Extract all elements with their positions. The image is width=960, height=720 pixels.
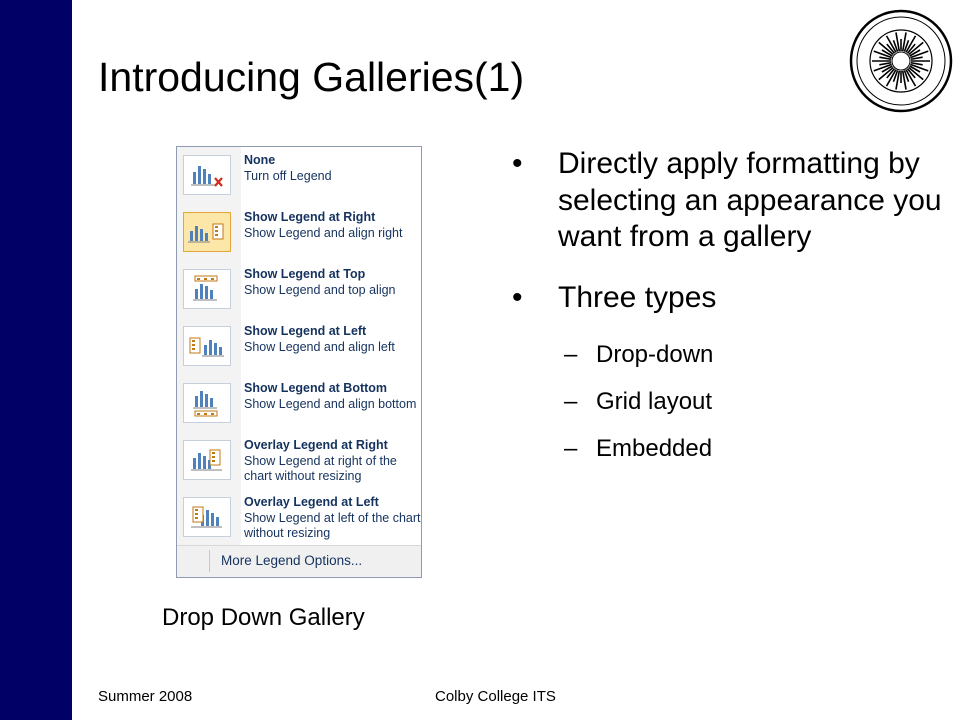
gallery-item-overlay-legend-left[interactable]: [179, 491, 419, 546]
slide-title: Introducing Galleries(1): [98, 54, 525, 100]
sub-bullet-text: Embedded: [596, 435, 713, 462]
gallery-item-title: Show Legend at Top: [244, 267, 366, 281]
gallery-item-show-legend-right[interactable]: [179, 206, 419, 261]
gallery-item-title: Show Legend at Right: [244, 210, 376, 224]
overlay-legend-right-icon: [184, 441, 230, 479]
gallery-item-description: Show Legend and align left: [244, 339, 395, 354]
gallery-item-none[interactable]: [179, 149, 419, 204]
gallery-item-title: Show Legend at Left: [244, 324, 367, 338]
bullet-dot: •: [512, 147, 523, 180]
legend-top-icon: [184, 270, 230, 308]
overlay-legend-left-icon: [184, 498, 230, 536]
footer-date: Summer 2008: [98, 688, 193, 705]
gallery-item-description: Show Legend and top align: [244, 282, 396, 297]
sub-bullet-dash: –: [564, 341, 578, 368]
gallery-item-title: None: [244, 153, 276, 167]
colby-college-seal-icon: [848, 8, 954, 114]
legend-right-icon: [184, 213, 230, 251]
gallery-item-show-legend-left[interactable]: [179, 320, 419, 375]
bullet-list: [512, 146, 942, 481]
bullet-item: [512, 280, 942, 317]
gallery-item-description: Turn off Legend: [244, 168, 332, 183]
gallery-item-title: Overlay Legend at Left: [244, 495, 379, 509]
sub-bullet-text: Drop-down: [596, 341, 714, 368]
gallery-item-description: Show Legend at right of the chart without resizing: [244, 453, 397, 483]
gallery-item-description: Show Legend at left of the chart without resizing: [244, 510, 421, 540]
gallery-item-overlay-legend-right[interactable]: [179, 434, 419, 489]
footer-organization: Colby College ITS: [435, 688, 556, 705]
sub-bullet-item: [512, 387, 942, 417]
bullet-item: [512, 146, 942, 256]
gallery-item-description: Show Legend and align right: [244, 225, 403, 240]
left-sidebar-bar: [0, 0, 72, 720]
bullet-text: Three types: [558, 280, 717, 314]
sub-bullet-item: [512, 340, 942, 370]
gallery-item-show-legend-top[interactable]: [179, 263, 419, 318]
footer-separator: [209, 550, 210, 572]
gallery-item-title: Overlay Legend at Right: [244, 438, 388, 452]
bullet-dot: •: [512, 280, 523, 314]
legend-dropdown-gallery: [176, 146, 422, 578]
sub-bullet-dash: –: [564, 435, 578, 462]
legend-left-icon: [184, 327, 230, 365]
sub-bullet-dash: –: [564, 388, 578, 415]
sub-bullet-item: [512, 434, 942, 464]
more-legend-options-button[interactable]: [177, 545, 421, 577]
legend-bottom-icon: [184, 384, 230, 422]
bullet-text: Directly apply formatting by selecting an appearance you want from a gallery: [558, 147, 942, 253]
legend-none-icon: [184, 156, 230, 194]
gallery-item-show-legend-bottom[interactable]: [179, 377, 419, 432]
sub-bullet-text: Grid layout: [596, 388, 713, 415]
gallery-item-description: Show Legend and align bottom: [244, 396, 417, 411]
more-legend-options-label: More Legend Options...: [221, 553, 363, 568]
gallery-caption: Drop Down Gallery: [162, 604, 365, 631]
gallery-item-title: Show Legend at Bottom: [244, 381, 388, 395]
